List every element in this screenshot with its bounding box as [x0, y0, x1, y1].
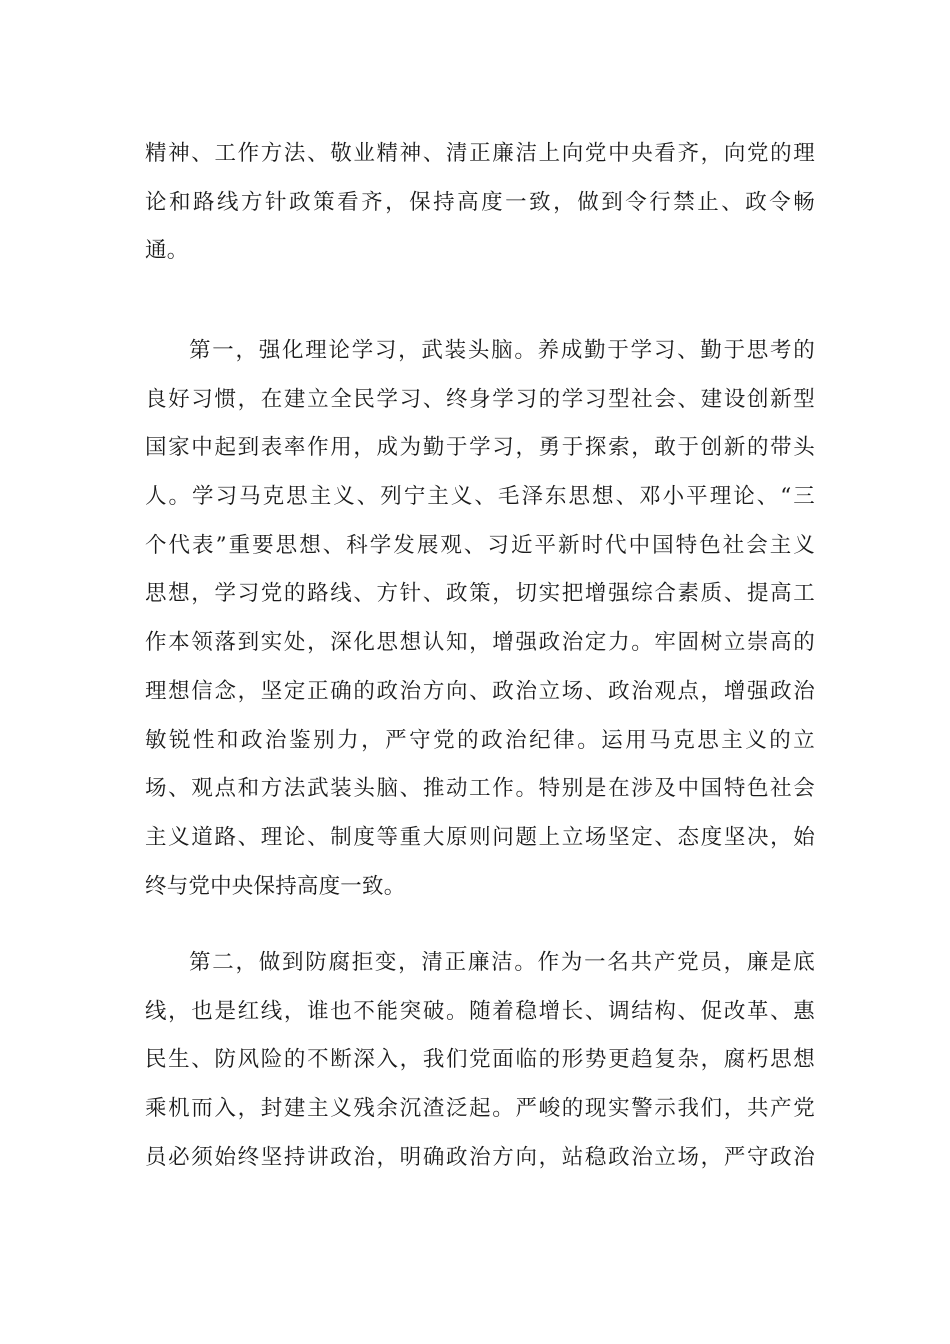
text-line: 场、观点和方法武装头脑、推动工作。特别是在涉及中国特色社会	[145, 776, 815, 802]
text-line: 思想，学习党的路线、方针、政策，切实把增强综合素质、提高工	[145, 581, 815, 607]
text-line: 论和路线方针政策看齐，保持高度一致，做到令行禁止、政令畅	[145, 189, 815, 215]
text-line: 乘机而入，封建主义残余沉渣泛起。严峻的现实警示我们，共产党	[145, 1096, 815, 1122]
paragraph-anti-corruption	[145, 939, 815, 1182]
text-line: 通。	[145, 238, 189, 264]
text-line: 精神、工作方法、敬业精神、清正廉洁上向党中央看齐，向党的理	[145, 141, 815, 166]
text-line: 终与党中央保持高度一致。	[145, 873, 406, 899]
text-line: 员必须始终坚持讲政治，明确政治方向，站稳政治立场，严守政治	[145, 1144, 815, 1170]
text-line: 理想信念，坚定正确的政治方向、政治立场、政治观点，增强政治	[145, 678, 815, 704]
text-line: 第一，强化理论学习，武装头脑。养成勤于学习、勤于思考的	[189, 338, 815, 363]
paragraph-theory-study	[145, 327, 815, 911]
text-line: 线，也是红线，谁也不能突破。随着稳增长、调结构、促改革、惠	[145, 998, 815, 1024]
text-line: 作本领落到实处，深化思想认知，增强政治定力。牢固树立崇高的	[145, 630, 815, 656]
text-line: 国家中起到表率作用，成为勤于学习，勇于探索，敢于创新的带头	[145, 435, 815, 461]
text-line: 良好习惯，在建立全民学习、终身学习的学习型社会、建设创新型	[145, 386, 815, 412]
text-line: 敏锐性和政治鉴别力，严守党的政治纪律。运用马克思主义的立	[145, 727, 815, 753]
text-line: 主义道路、理论、制度等重大原则问题上立场坚定、态度坚决，始	[145, 824, 815, 850]
text-line: 个代表”重要思想、科学发展观、习近平新时代中国特色社会主义	[145, 532, 815, 558]
paragraph-continuation	[145, 130, 815, 276]
text-line: 民生、防风险的不断深入，我们党面临的形势更趋复杂，腐朽思想	[145, 1047, 815, 1073]
text-line: 人。学习马克思主义、列宁主义、毛泽东思想、邓小平理论、“三	[145, 484, 815, 510]
text-line: 第二，做到防腐拒变，清正廉洁。作为一名共产党员，廉是底	[189, 950, 815, 975]
